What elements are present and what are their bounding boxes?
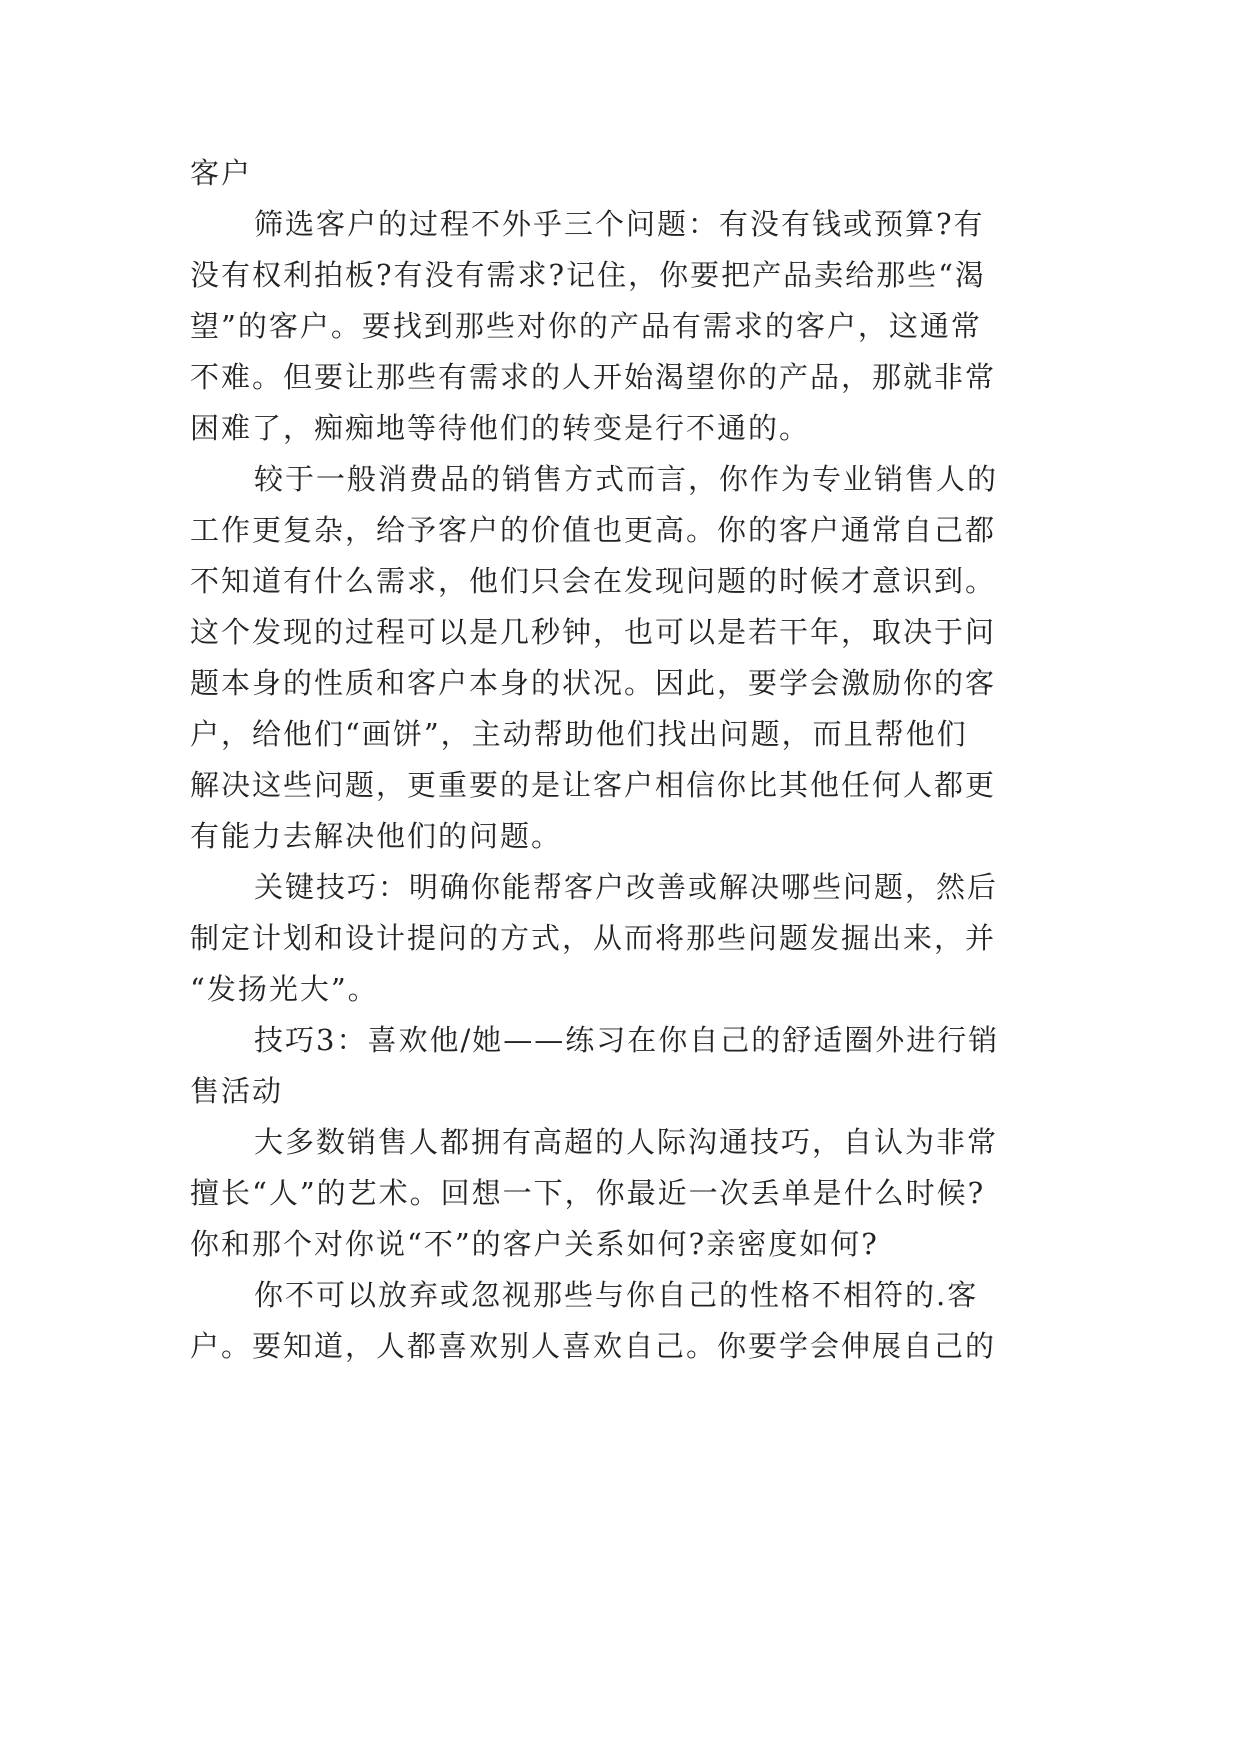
text-line: “发扬光大”。 bbox=[190, 972, 379, 1006]
section-heading-line: 售活动 bbox=[190, 1074, 284, 1108]
text-line: 不难。但要让那些有需求的人开始渴望你的产品，那就非常 bbox=[190, 360, 997, 394]
text-line: 这个发现的过程可以是几秒钟，也可以是若干年，取决于问 bbox=[190, 615, 997, 649]
text-line: 有能力去解决他们的问题。 bbox=[190, 819, 563, 853]
text-line: 工作更复杂，给予客户的价值也更高。你的客户通常自己都 bbox=[190, 513, 997, 547]
paragraph-start-line: 关键技巧：明确你能帮客户改善或解决哪些问题，然后 bbox=[254, 870, 999, 904]
text-line: 你和那个对你说“不”的客户关系如何?亲密度如何? bbox=[190, 1227, 879, 1261]
text-line: 解决这些问题，更重要的是让客户相信你比其他任何人都更 bbox=[190, 768, 997, 802]
text-line: 没有权利拍板?有没有需求?记住，你要把产品卖给那些“渴 bbox=[190, 258, 986, 292]
paragraph-start-line: 你不可以放弃或忽视那些与你自己的性格不相符的.客 bbox=[254, 1278, 979, 1312]
text-line: 擅长“人”的艺术。回想一下，你最近一次丢单是什么时候? bbox=[190, 1176, 986, 1210]
text-line: 户，给他们“画饼”，主动帮助他们找出问题，而且帮他们 bbox=[190, 717, 968, 751]
paragraph-start-line: 筛选客户的过程不外乎三个问题：有没有钱或预算?有 bbox=[254, 207, 985, 241]
paragraph-start-line: 较于一般消费品的销售方式而言，你作为专业销售人的 bbox=[254, 462, 999, 496]
text-line: 望”的客户。要找到那些对你的产品有需求的客户，这通常 bbox=[190, 309, 982, 343]
text-line: 困难了，痴痴地等待他们的转变是行不通的。 bbox=[190, 411, 811, 445]
text-line: 客户 bbox=[190, 156, 253, 190]
text-line: 户。要知道，人都喜欢别人喜欢自己。你要学会伸展自己的 bbox=[190, 1329, 997, 1363]
text-line: 题本身的性质和客户本身的状况。因此，要学会激励你的客 bbox=[190, 666, 997, 700]
text-line: 不知道有什么需求，他们只会在发现问题的时候才意识到。 bbox=[190, 564, 997, 598]
text-line: 制定计划和设计提问的方式，从而将那些问题发掘出来，并 bbox=[190, 921, 997, 955]
paragraph-start-line: 大多数销售人都拥有高超的人际沟通技巧，自认为非常 bbox=[254, 1125, 999, 1159]
section-heading-line: 技巧3：喜欢他/她——练习在你自己的舒适圈外进行销 bbox=[254, 1023, 1000, 1057]
